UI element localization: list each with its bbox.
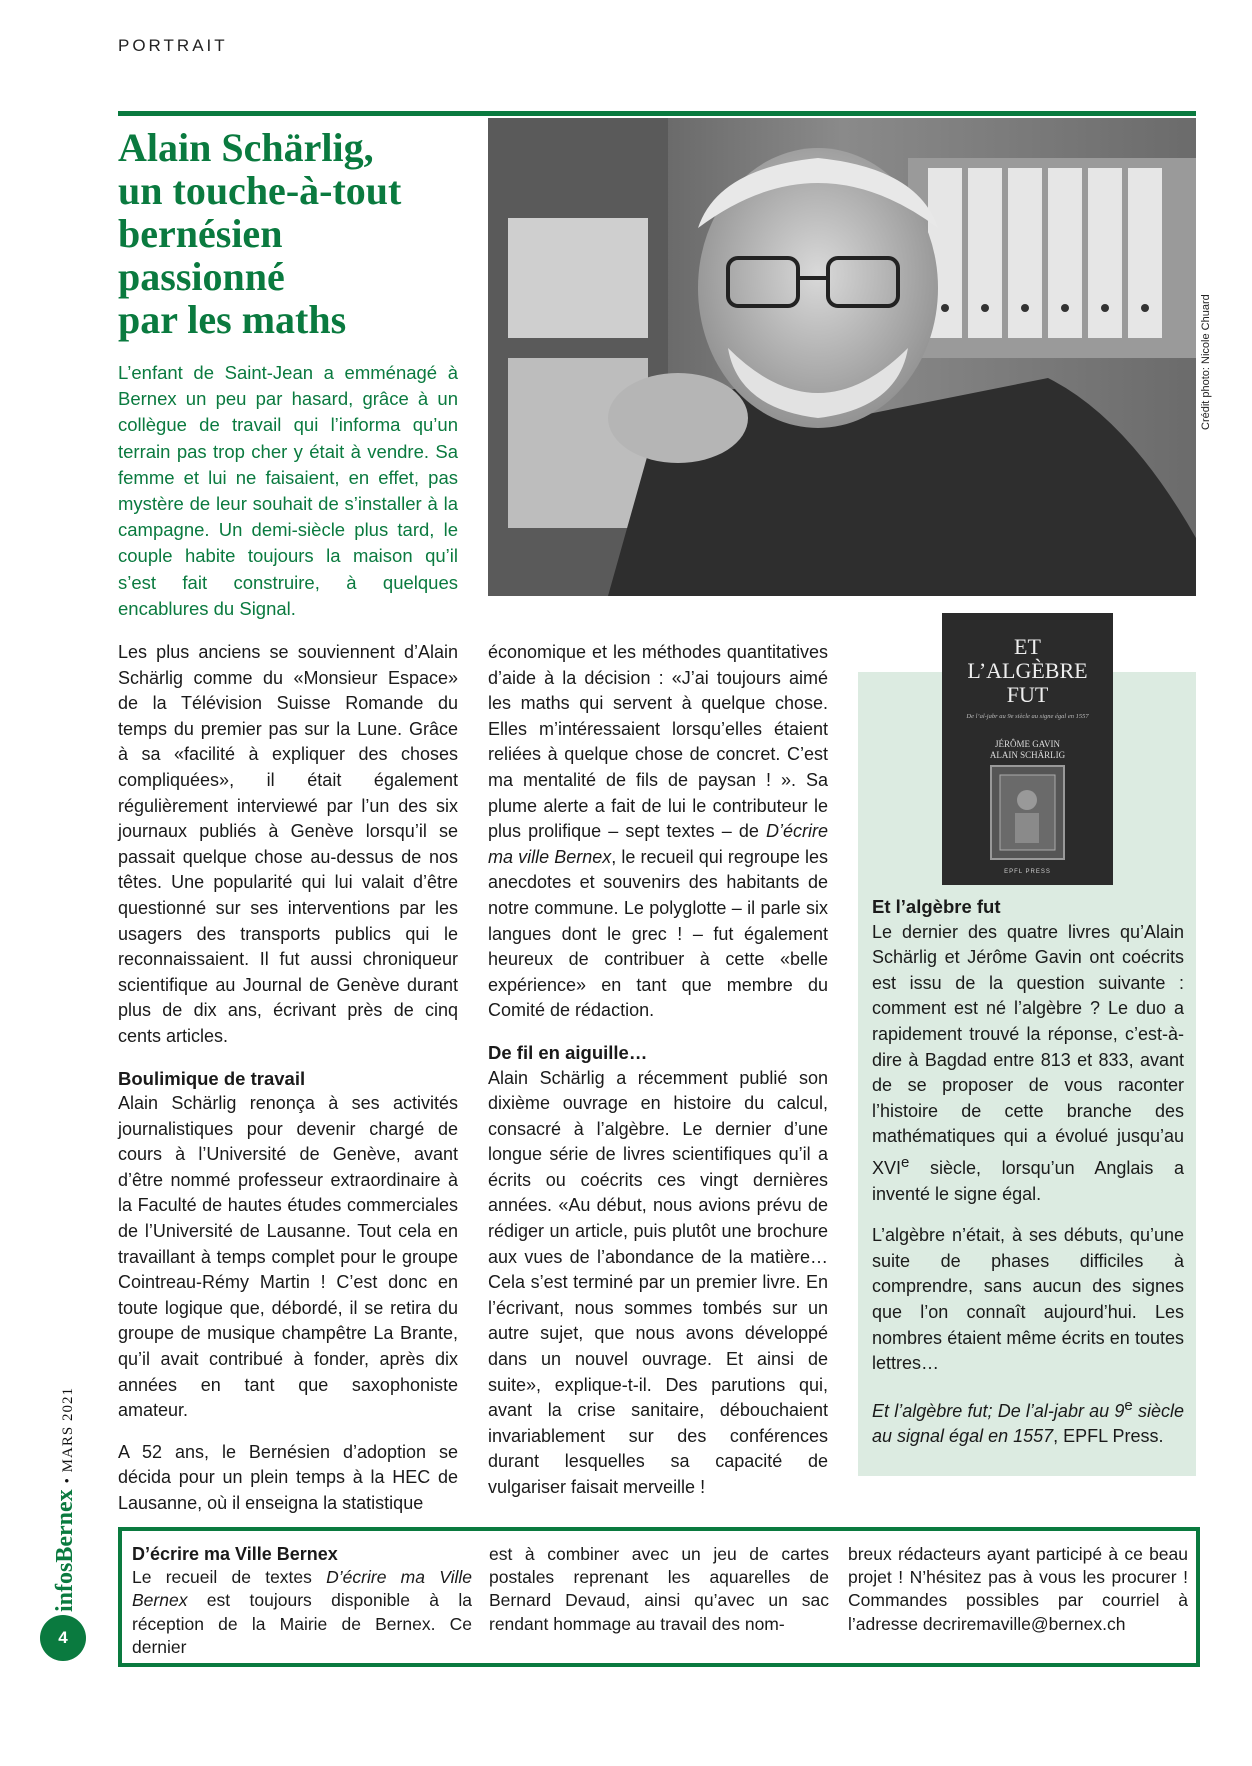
- text-run: , le recueil qui regroupe les anecdotes et souvenirs des habitants de notre commune. Le polyglotte – il parle six langues dont le grec ! – fut également heureux de contribuer à cette «belle expérience» en tant que membre du Comité de rédaction.: [488, 846, 829, 1021]
- book-cover: [942, 613, 1113, 885]
- section-label: PORTRAIT: [118, 36, 228, 55]
- portrait-photo: [488, 118, 1196, 596]
- text-run: économique et les méthodes quantitatives d’aide à la décision : «J’ai toujours aimé les maths qui servent à quelque chose. Elles m’intéressaient lorsqu’elles étaient reliées à quelque chose de concret. C’est ma mentalité de fils de paysan ! ». Sa plume alerte a fait de lui le contributeur le plus prolifique – sept textes – de: [488, 642, 828, 842]
- body-paragraph: [488, 640, 828, 1024]
- photo-credit: Crédit photo: Nicole Chuard: [1200, 294, 1212, 430]
- body-paragraph: Alain Schärlig a récemment publié son dixième ouvrage en histoire du calcul, consacré à l’algèbre. Le dernier d’une longue série de livres scientifiques qu’il a écrits ou coécrits ces vingt dernières années. «Au début, nous avions prévu de rédiger un article, puis plutôt une brochure aux vues de l’abondance de la matière… Cela s’est terminé par un premier livre. En l’écrivant, nous sommes tombés sur un autre sujet, que nous avons développé dans un nouvel ouvrage. Et ainsi de suite», explique-t-il. Des parutions qui, avant la crise sanitaire, débouchaient invariablement sur des conférences durant lesquelles sa capacité de vulgariser faisait merveille !: [488, 1067, 828, 1497]
- text-run: siècle, lorsqu’un Anglais a inventé le signe égal.: [872, 1157, 1184, 1204]
- article-column-2: [488, 640, 828, 1517]
- masthead-brand: infosBernex: [52, 1489, 78, 1612]
- top-rule: [118, 111, 1196, 116]
- masthead-vertical: [52, 1387, 79, 1612]
- masthead-date: MARS 2021: [60, 1387, 76, 1473]
- book-title-italic: D’écrire ma ville Bernex: [488, 821, 828, 867]
- text-run: siècle au signal égal en 1557: [872, 1400, 1184, 1447]
- book-publisher: EPFL PRESS: [1004, 869, 1051, 875]
- bottom-column-1: [132, 1543, 472, 1659]
- bottom-column-2: est à combiner avec un jeu de cartes postales reprenant les aquarelles de Bernard Devaud, ainsi qu’avec un sac rendant hommage au travail des nom-: [489, 1544, 829, 1634]
- book-engraving-illustration: [990, 765, 1065, 860]
- masthead-date-separator: •: [60, 1472, 76, 1484]
- bottom-column-3: breux rédacteurs ayant participé à ce beau projet ! N’hésitez pas à vous les procurer ! Commandes possibles par courriel à l’adresse decriremaville@bernex.ch: [848, 1544, 1188, 1634]
- book-title-italic: D’écrire ma Ville Bernex: [132, 1567, 472, 1611]
- book-author: ALAIN SCHÄRLIG: [989, 750, 1066, 760]
- book-title-line: ET: [1014, 634, 1041, 659]
- portrait-illustration: [488, 118, 1196, 596]
- text-run: Le dernier des quatre livres qu’Alain Schärlig et Jérôme Gavin ont coécrits est issu de la question suivante : comment est né l’algèbre ? Le duo a rapidement trouvé la réponse, c’est-à-dire à Bagdad entre 813 et 833, avant de se proposer de vous raconter l’histoire de cette branche des mathématiques qui a évolué jusqu’au XVI: [872, 921, 1184, 1178]
- title-line: un touche-à-tout: [118, 168, 402, 213]
- sidebar-text: [872, 894, 1184, 1466]
- lead-paragraph: L’enfant de Saint-Jean a emménagé à Bernex un peu par hasard, grâce à un collègue de travail qui l’informa qu’un terrain pas trop cher y était à vendre. Sa femme et lui ne faisaient, en effet, pas mystère de leur souhait de s’installer à la campagne. Un demi-siècle plus tard, le couple habite toujours la maison qu’il s’est fait construire, à quelques encablures du Signal.: [118, 362, 458, 619]
- text-run: Et l’algèbre fut; De l’al-jabr au 9: [872, 1400, 1125, 1421]
- title-line: par les maths: [118, 297, 347, 342]
- sidebar-heading: Et l’algèbre fut: [872, 896, 1001, 917]
- subheading: Boulimique de travail: [118, 1067, 306, 1089]
- book-subtitle: De l’al-jabr au 9e siècle au signe égal en 1557: [966, 713, 1089, 720]
- superscript: e: [1124, 1396, 1133, 1414]
- title-line: bernésien: [118, 211, 283, 256]
- bottom-heading: D’écrire ma Ville Bernex: [132, 1544, 338, 1564]
- title-line: passionné: [118, 254, 285, 299]
- article-column-1: [118, 640, 458, 1533]
- title-line: Alain Schärlig,: [118, 125, 374, 170]
- page-number: 4: [40, 1615, 86, 1661]
- text-run: Le recueil de textes: [132, 1567, 327, 1588]
- sidebar-paragraph: L’algèbre n’était, à ses débuts, qu’une suite de phases difficiles à comprendre, sans aucun des signes que l’on connaît aujourd’hui. Les nombres étaient même écrits en toutes lettres…: [872, 1225, 1184, 1374]
- book-title-line: FUT: [1006, 682, 1049, 707]
- text-run: , EPFL Press.: [1053, 1426, 1164, 1447]
- body-paragraph: Alain Schärlig renonça à ses activités journalistiques pour devenir chargé de cours à l’Université de Genève, avant d’être nommé professeur extraordinaire à la Faculté de hautes études commerciales de l’Université de Lausanne. Tout cela en travaillant à temps complet pour le groupe Cointreau-Rémy Martin ! C’est donc en toute logique que, débordé, il se retira du groupe de musique champêtre La Brante, qu’il avait contribué à fonder, après dix années en tant que saxophoniste amateur.: [118, 1093, 458, 1421]
- book-title-line: L’ALGÈBRE: [967, 658, 1088, 683]
- sidebar-paragraph: [872, 920, 1184, 1208]
- body-paragraph: Les plus anciens se souviennent d’Alain Schärlig comme du «Monsieur Espace» de la Télévision Suisse Romande du temps du premier pas sur la Lune. Grâce à sa «facilité à expliquer des choses compliquées», il était également régulièrement interviewé par l’un des six journaux publiés à Genève lorsqu’il se passait quelque chose au-dessus de nos têtes. Une popularité qui lui valait d’être questionné sur ses interventions par les usagers des transports publics qui le reconnaissaient. Il fut aussi chroniqueur scientifique au Journal de Genève durant plus de dix ans, écrivant près de cinq cents articles.: [118, 642, 458, 1046]
- subheading: De fil en aiguille…: [488, 1041, 648, 1063]
- body-paragraph: A 52 ans, le Bernésien d’adoption se décida pour un plein temps à la HEC de Lausanne, où il enseigna la statistique: [118, 1441, 458, 1513]
- text-run: est toujours disponible à la réception de la Mairie de Bernex. Ce dernier: [132, 1590, 472, 1657]
- superscript: e: [901, 1153, 910, 1171]
- book-author: JÉRÔME GAVIN: [994, 739, 1061, 749]
- book-reference: [872, 1393, 1184, 1450]
- article-title: [118, 126, 478, 341]
